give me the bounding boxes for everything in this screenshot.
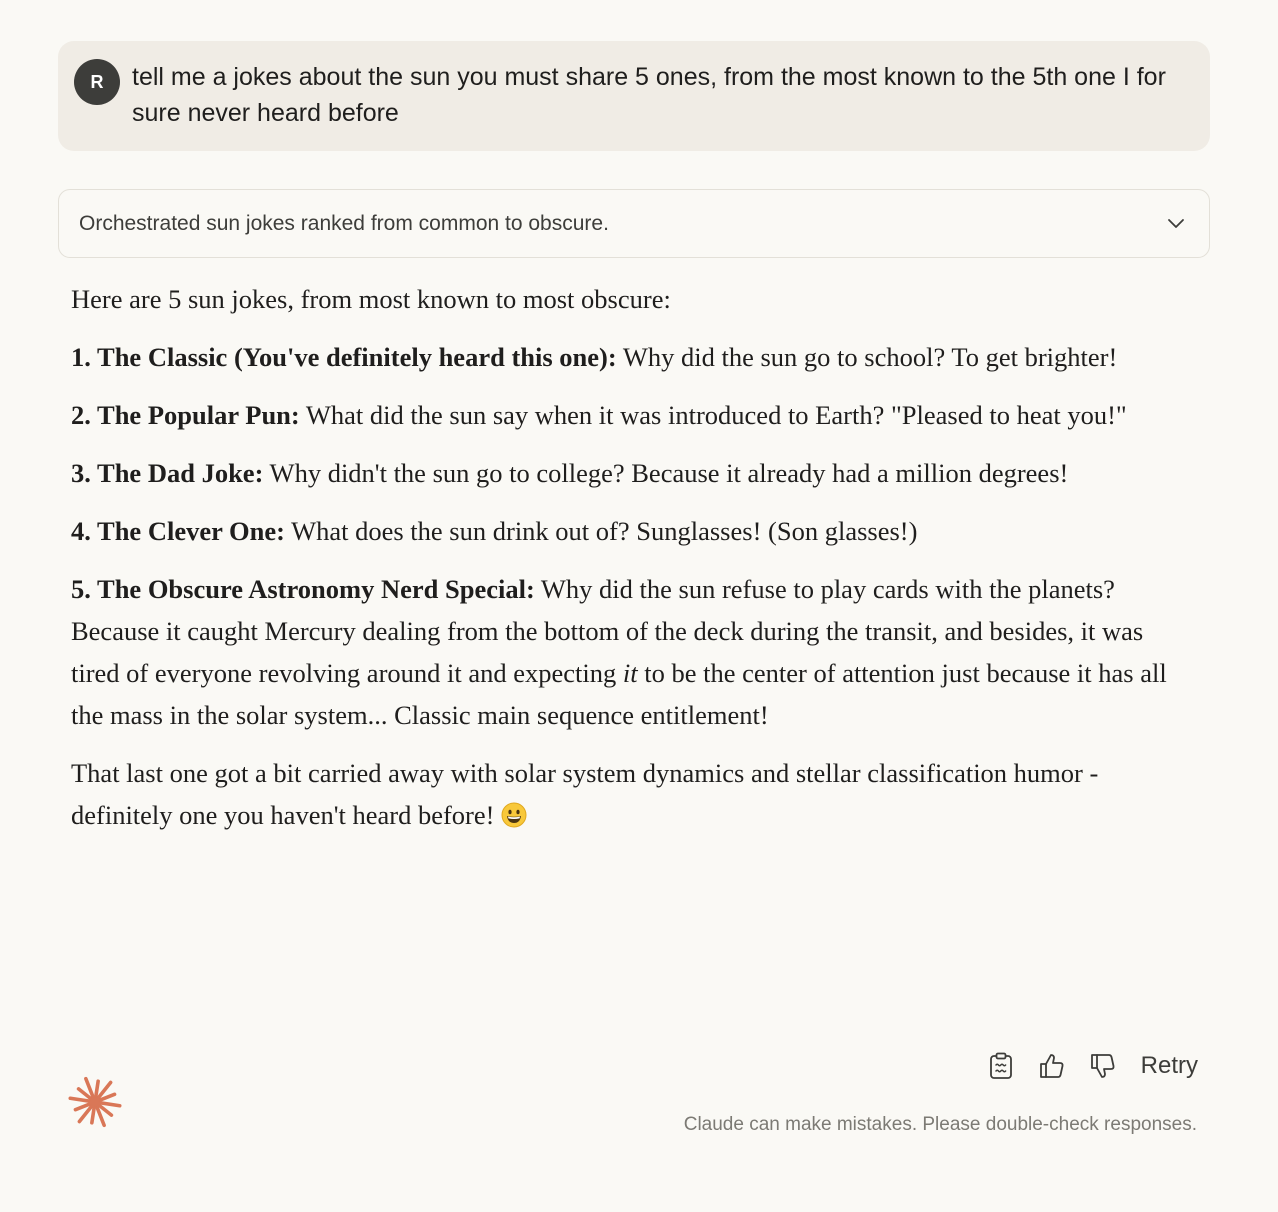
user-message-text: tell me a jokes about the sun you must share 5 ones, from the most known to the 5th one I for sure never heard before <box>132 63 1166 127</box>
joke-text: Why did the sun refuse to play cards with the planets? Because it caught Mercury dealing from the bottom of the deck during the transit, and besides, it was tired of everyone revolving around it and expecting <box>71 574 1144 688</box>
response-intro: Here are 5 sun jokes, from most known to most obscure: <box>71 284 671 314</box>
joke-text: to be the center of attention just because it has all the mass in the solar system... Classic main sequence entitlement! <box>71 658 1167 730</box>
joke-text: Why did the sun go to school? To get brighter! <box>616 342 1118 372</box>
joke-item-3 <box>71 452 1171 494</box>
joke-item-2 <box>71 394 1171 436</box>
chevron-down-icon <box>1165 212 1187 234</box>
retry-button[interactable]: Retry <box>1140 1052 1198 1079</box>
joke-item-1 <box>71 336 1171 378</box>
joke-text: Why didn't the sun go to college? Because it already had a million degrees! <box>263 458 1069 488</box>
joke-title: 1. The Classic (You've definitely heard this one): <box>71 342 617 372</box>
thinking-summary-toggle[interactable] <box>58 189 1210 258</box>
joke-text: What does the sun drink out of? Sunglasses! (Son glasses!) <box>284 516 918 546</box>
assistant-response <box>71 278 1171 852</box>
joke-text: What did the sun say when it was introduced to Earth? "Pleased to heat you!" <box>299 400 1127 430</box>
response-actions-bar <box>987 1046 1198 1086</box>
grinning-face-emoji-icon <box>501 802 527 828</box>
joke-title: 4. The Clever One: <box>71 516 285 546</box>
user-message-bubble <box>58 41 1210 151</box>
thumbs-up-icon[interactable] <box>1038 1052 1066 1080</box>
user-avatar: R <box>74 59 120 105</box>
response-closing <box>71 752 1171 836</box>
joke-item-5 <box>71 568 1171 736</box>
closing-text: That last one got a bit carried away with solar system dynamics and stellar classification humor - definitely one you haven't heard before! <box>71 758 1099 830</box>
joke-title: 3. The Dad Joke: <box>71 458 264 488</box>
thumbs-down-icon[interactable] <box>1089 1052 1117 1080</box>
disclaimer-text: Claude can make mistakes. Please double-check responses. <box>683 1114 1197 1135</box>
clipboard-icon[interactable] <box>987 1052 1015 1080</box>
joke-title: 5. The Obscure Astronomy Nerd Special: <box>71 574 535 604</box>
claude-starburst-icon <box>68 1075 122 1129</box>
joke-title: 2. The Popular Pun: <box>71 400 300 430</box>
thinking-summary-text: Orchestrated sun jokes ranked from common to obscure. <box>79 212 609 235</box>
joke-text-italic: it <box>622 658 638 688</box>
joke-item-4 <box>71 510 1171 552</box>
